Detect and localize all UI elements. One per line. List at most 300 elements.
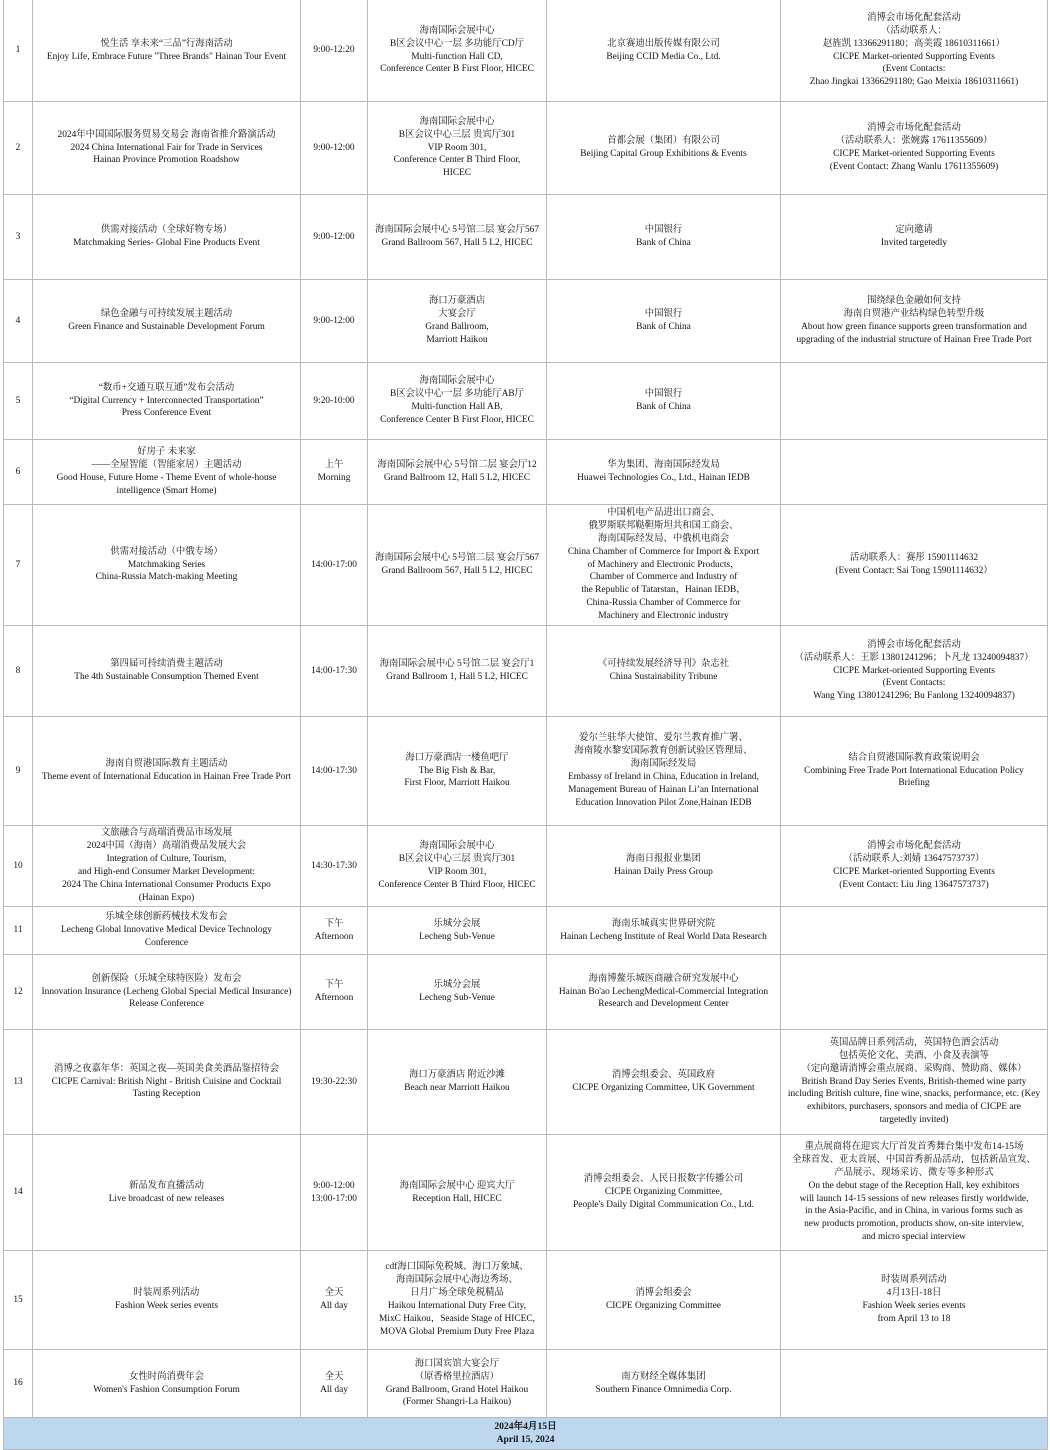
organizer-line: Bank of China [636,238,691,248]
venue-line: VIP Room 301, [427,867,487,877]
organizer-line: 海南国际经发局、中俄机电商会 [597,533,730,544]
event-time-cell [301,102,368,195]
table-row [4,102,1048,195]
organizer-line: of Machinery and Electronic Products， [587,559,740,570]
event-name-line: 文旅融合与高端消费品市场发展 [100,828,233,839]
remarks-line: （活动联系人：王影 13801241296；卜凡龙 13240094837） [794,652,1034,663]
venue-line: 海南国际会展中心 [419,841,495,852]
remarks-line: Fashion Week series events [862,1301,966,1311]
event-name-line: 创新保险（乐城全球特医险）发布会 [91,973,242,984]
organizer-line: China-Russia Chamber of Commerce for [586,598,741,609]
table-row [4,1030,1048,1135]
remarks-line: 消博会市场化配套活动 [867,639,961,650]
event-name-line: CICPE Carnival: British Night - British Cuisine and Cocktail [51,1076,282,1087]
table-row [4,195,1048,280]
event-time-line: 下午 [324,980,344,991]
remarks-line: 时装周系列活动 [881,1275,947,1286]
organizer-line: Embassy of Ireland in China, Education in Ireland, [568,772,759,782]
event-name-line: 乐城全球创新药械技术发布会 [105,912,228,923]
remarks-line: Invited targetedly [880,238,948,248]
remarks-line: 活动联系人：赛彤 15901114632 [849,553,979,564]
organizer-line: Machinery and Electronic industry [598,611,729,622]
remarks-line: 重点展商将在迎宾大厅首发首秀舞台集中发布14-15场 [804,1141,1024,1152]
event-name-line: 悦生活 享未来“三品”行海南活动 [100,38,233,49]
event-name-cell [33,505,301,626]
organizer-line: 中国机电产品进出口商会、 [607,507,720,518]
event-name-line: Good House, Future Home - Theme Event of whole-house [56,473,277,483]
organizer-line: Beijing Capital Group Exhibitions & Events [580,149,747,159]
venue-line: First Floor, Marriott Haikou [404,778,510,789]
remarks-line: （活动联系人： [881,25,947,36]
organizer-line: 俄罗斯联邦鞑靼斯坦共和国工商会、 [588,520,739,531]
event-time-cell [301,505,368,626]
table-row [4,717,1048,826]
table-row [4,280,1048,363]
event-name-cell [33,195,301,280]
event-name-line: “Digital Currency + Interconnected Transportation” [69,395,264,406]
organizer-line: CICPE Organizing Committee [606,1301,721,1311]
venue-line: 海口万豪酒店一楼鱼吧厅 [405,752,509,763]
event-venue-cell [368,280,547,363]
event-remarks-cell [781,0,1048,102]
event-organizer-cell [547,195,781,280]
event-remarks-cell [781,717,1048,826]
venue-line: 海南国际会展中心 5号馆二层 宴会厅567 [374,553,540,564]
event-number: 13 [4,1030,33,1135]
date-footer [4,1418,1048,1450]
event-name-line: The 4th Sustainable Consumption Themed Event [74,672,259,682]
event-time-cell [301,363,368,440]
remarks-line: 海南自贸港产业结构绿色转型升级 [843,309,985,320]
organizer-line: CICPE Organizing Committee, [604,1187,723,1198]
organizer-line: 海南国际经发局 [630,759,697,770]
event-remarks-cell [781,826,1048,907]
event-number: 4 [4,280,33,363]
venue-line: Multi-function Hall AB, [411,402,503,412]
venue-line: Conference Center B First Floor, HICEC [380,414,534,425]
event-time-line: 14:00-17:00 [311,559,357,570]
event-organizer-cell [547,955,781,1030]
event-venue-cell [368,363,547,440]
event-venue-cell [368,1135,547,1251]
remarks-line: 定向邀请 [895,225,933,236]
venue-line: 海南国际会展中心海边秀场、 [396,1275,518,1286]
remarks-line: upgrading of the industrial structure of Hainan Free Trade Port [796,334,1032,345]
venue-line: Grand Ballroom 12, Hall 5 L2, HICEC [383,473,531,483]
table-row [4,1251,1048,1350]
event-time-line: 13:00-17:00 [311,1193,357,1204]
venue-line: (Former Shangri-La Haikou) [402,1397,512,1408]
venue-line: Multi-function Hall CD, [411,51,503,62]
venue-line: 海南国际会展中心 [419,25,495,36]
organizer-line: Beijing CCID Media Co., Ltd. [606,51,721,62]
remarks-line: (Event Contact: Sai Tong 15901114632） [835,566,993,576]
event-name-line: China-Russia Match-making Meeting [95,572,238,583]
remarks-line: CICPE Market-oriented Supporting Events [833,867,995,877]
remarks-line: 结合自贸港国际教育政策说明会 [848,752,980,763]
event-name-line: Live broadcast of new releases [108,1193,225,1204]
event-venue-cell [368,1030,547,1135]
organizer-line: CICPE Organizing Committee, UK Government [572,1083,755,1093]
event-name-cell [33,1350,301,1418]
remarks-line: Combining Free Trade Port International Education Policy [804,765,1024,776]
event-number: 11 [4,907,33,955]
event-venue-cell [368,1251,547,1350]
remarks-line: (Event Contacts: [882,64,946,75]
event-name-line: Matchmaking Series- Global Fine Products Event [73,238,260,248]
event-organizer-cell [547,1030,781,1135]
table-row [4,626,1048,717]
organizer-line: 首都会展（集团）有限公司 [607,136,720,147]
venue-line: 乐城分会展 [433,980,481,991]
table-row [4,1135,1048,1251]
event-name-line: Green Finance and Sustainable Development Forum [68,322,265,332]
event-name-cell [33,717,301,826]
venue-line: Grand Ballroom, Grand Hotel Haikou [385,1384,529,1395]
event-organizer-cell [547,363,781,440]
remarks-line: Zhao Jingkai 13366291180; Gao Meixia 18610311661) [809,77,1019,88]
venue-line: Beach near Marriott Haikou [404,1083,510,1093]
organizer-line: Bank of China [636,322,691,332]
organizer-line: 消博会组委会 [635,1288,692,1299]
organizer-line: 华为集团、海南国际经发局 [607,460,720,471]
event-time-line: Morning [317,473,351,483]
event-venue-cell [368,195,547,280]
organizer-line: 海南博鳌乐城医商融合研究发展中心 [588,973,739,984]
organizer-line: the Republic of Tatarstan，Hainan IEDB， [581,585,746,596]
event-organizer-cell [547,826,781,907]
event-remarks-cell [781,626,1048,717]
event-name-line: 海南自贸港国际教育主题活动 [105,759,228,770]
venue-line: Grand Ballroom 1, Hall 5 L2, HICEC [386,672,528,682]
event-number: 14 [4,1135,33,1251]
event-time-line: 9:00-12:00 [313,315,355,326]
venue-line: B区会议中心一层 多功能厅CD厅 [389,38,525,49]
event-organizer-cell [547,102,781,195]
remarks-line: and micro special interview [862,1232,966,1243]
organizer-line: 海南陵水黎安国际教育创新试验区管理局、 [574,746,753,757]
venue-line: Lecheng Sub-Venue [419,931,495,942]
event-time-line: 全天 [324,1288,344,1299]
remarks-line: 赵旌凯 13366291180；高美霞 18610311661） [822,38,1006,49]
event-number: 1 [4,0,33,102]
event-time-line: 19:30-22:30 [311,1076,357,1087]
event-time-cell [301,1135,368,1251]
event-organizer-cell [547,717,781,826]
event-time-line: 9:00-12:00 [313,1180,355,1191]
venue-line: VIP Room 301, [427,142,487,153]
event-time-line: 14:00-17:30 [311,765,357,776]
event-number: 2 [4,102,33,195]
remarks-line: exhibitors, purchasers, sponsors and media of CICPE are [807,1102,1021,1113]
event-name-line: Theme event of International Education in Hainan Free Trade Port [41,772,292,782]
event-name-line: Hainan Province Promotion Roadshow [93,155,240,166]
event-name-line: intelligence (Smart Home) [116,485,217,496]
remarks-line: in the Asia-Pacific, and in China, in various forms such as [805,1206,1023,1217]
event-remarks-cell [781,505,1048,626]
venue-line: Conference Center B Third Floor, HICEC [378,879,536,890]
remarks-line: new products promotion, products show, on-site interview, [804,1219,1024,1230]
event-name-cell [33,440,301,505]
organizer-line: China Chamber of Commerce for Import & Export [567,546,760,557]
event-time-cell [301,1251,368,1350]
event-remarks-cell [781,1251,1048,1350]
event-organizer-cell [547,1135,781,1251]
remarks-line: (Event Contacts: [882,678,946,689]
event-name-cell [33,1030,301,1135]
organizer-line: Management Bureau of Hainan Li’an International [568,784,759,795]
event-remarks-cell [781,363,1048,440]
event-time-cell [301,280,368,363]
organizer-line: 北京赛迪出版传媒有限公司 [607,38,720,49]
event-number: 12 [4,955,33,1030]
event-time-cell [301,440,368,505]
remarks-line: On the debut stage of the Reception Hall, key exhibitors [808,1180,1020,1191]
remarks-line: 消博会市场化配套活动 [867,841,961,852]
event-name-line: 消博之夜嘉年华：英国之夜—英国美食美酒品鉴招待会 [53,1063,279,1074]
event-name-line: Lecheng Global Innovative Medical Device Technology [61,925,272,936]
venue-line: 海口万豪酒店 [428,296,486,307]
event-organizer-cell [547,907,781,955]
event-organizer-cell [547,440,781,505]
organizer-line: 《可持续发展经济导刊》杂志社 [597,659,730,670]
event-venue-cell [368,907,547,955]
venue-line: 海口万豪酒店 附近沙滩 [408,1070,506,1081]
event-name-cell [33,626,301,717]
remarks-line: (Event Contact: Liu Jing 13647573737) [839,879,989,890]
event-name-line: 时装周系列活动 [133,1288,200,1299]
remarks-line: 英国品牌日系列活动，英国特色酒会活动 [829,1037,999,1048]
organizer-line: 中国银行 [644,389,683,400]
venue-line: （原香格里拉酒店） [414,1371,500,1382]
venue-line: 乐城分会展 [433,918,481,929]
event-time-cell [301,907,368,955]
venue-line: B区会议中心三层 贵宾厅301 [398,854,516,865]
venue-line: B区会议中心三层 贵宾厅301 [398,129,516,140]
organizer-line: 海南乐城真实世界研究院 [611,918,716,929]
event-name-line: Fashion Week series events [115,1301,218,1311]
event-time-line: 14:00-17:30 [311,665,357,676]
event-time-line: All day [320,1384,348,1395]
schedule-body [4,0,1048,1450]
event-time-line: 9:00-12:20 [313,45,355,56]
event-name-line: 2024中国（海南）高端消费品发展大会 [86,841,247,852]
organizer-line: People's Daily Digital Communication Co., Ltd. [573,1199,754,1210]
remarks-line: 消博会市场化配套活动 [867,123,961,134]
venue-line: HICEC [442,168,472,179]
table-row [4,0,1048,102]
venue-line: 海口国宾馆大宴会厅 [414,1358,500,1369]
venue-line: Marriott Haikou [426,334,488,345]
event-name-cell [33,280,301,363]
venue-line: Grand Ballroom, [425,322,489,332]
organizer-line: 消博会组委会、人民日报数字传播公司 [583,1174,744,1185]
event-venue-cell [368,717,547,826]
venue-line: 日月广场全球免税精品 [410,1288,504,1299]
event-remarks-cell [781,907,1048,955]
event-time-cell [301,0,368,102]
organizer-line: 中国银行 [644,309,683,320]
table-row [4,363,1048,440]
event-time-line: 全天 [324,1371,344,1382]
event-time-line: 9:20-10:00 [313,395,355,406]
remarks-line: CICPE Market-oriented Supporting Events [833,149,995,159]
event-remarks-cell [781,195,1048,280]
table-row [4,907,1048,955]
event-name-line: Enjoy Life, Embrace Future "Three Brands" Hainan Tour Event [46,51,287,62]
event-name-line: (Hainan Expo) [138,892,195,903]
remarks-line: （定向邀请消博会重点展商、采购商、赞助商、媒体） [801,1063,1027,1074]
organizer-line: China Sustainability Tribune [609,672,718,682]
event-venue-cell [368,440,547,505]
venue-line: 大宴会厅 [438,309,476,320]
remarks-line: Briefing [898,778,930,789]
remarks-line: 4月13日-18日 [886,1288,942,1299]
event-name-line: Women's Fashion Consumption Forum [93,1384,240,1395]
event-number: 7 [4,505,33,626]
venue-line: Lecheng Sub-Venue [419,993,495,1003]
event-organizer-cell [547,1350,781,1418]
event-remarks-cell [781,1135,1048,1251]
event-remarks-cell [781,440,1048,505]
remarks-line: About how green finance supports green transformation and [801,322,1027,332]
event-time-line: 9:00-12:00 [313,231,355,242]
event-name-line: 供需对接活动（中俄专场） [110,546,223,557]
event-time-cell [301,955,368,1030]
event-name-line: 2024 China International Fair for Trade in Services [70,142,263,153]
event-name-line: 2024 The China International Consumer Products Expo [62,879,271,890]
remarks-line: 围绕绿色金融如何支持 [867,296,961,307]
event-number: 5 [4,363,33,440]
event-name-cell [33,907,301,955]
organizer-line: 中国银行 [644,225,683,236]
event-number: 10 [4,826,33,907]
date-footer-row [4,1418,1048,1450]
event-time-cell [301,1030,368,1135]
event-remarks-cell [781,1350,1048,1418]
event-time-cell [301,1350,368,1418]
organizer-line: 消博会组委会、英国政府 [611,1070,716,1081]
event-name-cell [33,826,301,907]
venue-line: 海南国际会展中心 迎宾大厅 [399,1180,515,1191]
table-row [4,955,1048,1030]
remarks-line: （活动联系人：张婉露 17611355609） [835,136,993,147]
event-name-line: Conference [144,937,189,948]
event-time-line: Afternoon [314,993,354,1003]
event-time-line: 14:30-17:30 [311,860,357,871]
venue-line: cdf海口国际免税城、海口万象城、 [385,1262,529,1273]
date-chinese: 2024年4月15日 [494,1421,557,1432]
event-name-cell [33,1251,301,1350]
event-venue-cell [368,826,547,907]
event-name-line: 女性时尚消费年会 [128,1371,204,1382]
organizer-line: Research and Development Center [598,999,729,1010]
table-row [4,826,1048,907]
event-name-line: 绿色金融与可持续发展主题活动 [100,309,233,320]
venue-line: 海南国际会展中心 5号馆二层 宴会厅12 [377,460,537,471]
venue-line: 海南国际会展中心 5号馆二层 宴会厅1 [379,659,535,670]
organizer-line: Hainan Lecheng Institute of Real World Data Research [560,931,767,942]
venue-line: Grand Ballroom 567, Hall 5 L2, HICEC [381,566,533,576]
event-venue-cell [368,102,547,195]
table-row [4,1350,1048,1418]
remarks-line: British Brand Day Series Events, British-themed wine party [801,1076,1027,1087]
event-name-line: and High-end Consumer Market Development: [77,867,256,877]
organizer-line: Hainan Daily Press Group [614,867,713,877]
venue-line: MOVA Global Premium Duty Free Plaza [379,1326,535,1337]
event-venue-cell [368,955,547,1030]
organizer-line: Hainan Bo'ao LechengMedical-Commercial Integration [558,986,769,997]
event-time-line: All day [320,1301,348,1311]
event-schedule-table [3,0,1048,1450]
event-name-line: 2024年中国国际服务贸易交易会 海南省推介路演活动 [57,129,276,140]
event-venue-cell [368,626,547,717]
organizer-line: 爱尔兰驻华大使馆、爱尔兰教育推广署、 [579,733,748,744]
event-time-cell [301,195,368,280]
organizer-line: 海南日报报业集团 [625,854,701,865]
organizer-line: Chamber of Commerce and Industry of [589,572,738,583]
event-venue-cell [368,1350,547,1418]
organizer-line: Education Innovation Pilot Zone,Hainan IEDB [575,797,752,808]
event-number: 15 [4,1251,33,1350]
remarks-line: from April 13 to 18 [877,1313,951,1324]
venue-line: MixC Haikou，Seaside Stage of HICEC, [379,1313,535,1324]
event-name-line: Integration of Culture, Tourism, [106,854,227,865]
remarks-line: targetedly invited) [879,1115,949,1126]
remarks-line: Wang Ying 13801241296; Bu Fanlong 13240094837) [813,691,1015,702]
event-remarks-cell [781,955,1048,1030]
venue-line: The Big Fish & Bar, [418,765,496,776]
event-venue-cell [368,0,547,102]
event-name-line: 供需对接活动（全球好物专场） [100,225,233,236]
event-name-line: “数币+交通互联互通”发布会活动 [98,382,235,393]
event-time-cell [301,626,368,717]
event-remarks-cell [781,1030,1048,1135]
event-name-line: Matchmaking Series [127,559,206,570]
remarks-line: 包括英伦文化、美酒、小食及表演等 [838,1050,989,1061]
organizer-line: Huawei Technologies Co., Ltd., Hainan IEDB [577,473,750,483]
event-remarks-cell [781,102,1048,195]
event-name-cell [33,0,301,102]
event-time-line: Afternoon [314,931,354,942]
event-name-line: 第四届可持续消费主题活动 [110,659,223,670]
event-name-cell [33,363,301,440]
event-organizer-cell [547,505,781,626]
remarks-line: 消博会市场化配套活动 [867,12,961,23]
venue-line: Conference Center B Third Floor, [393,155,521,166]
event-number: 8 [4,626,33,717]
event-name-line: Release Conference [129,999,204,1010]
table-row [4,440,1048,505]
remarks-line: will launch 14-15 sessions of new releases firstly worldwide, [799,1193,1029,1204]
event-organizer-cell [547,626,781,717]
date-english: April 15, 2024 [496,1433,555,1445]
event-name-cell [33,102,301,195]
venue-line: 海南国际会展中心 5号馆二层 宴会厅567 [374,225,540,236]
remarks-line: （活动联系人:刘婧 13647573737） [843,854,985,865]
event-venue-cell [368,505,547,626]
venue-line: Grand Ballroom 567, Hall 5 L2, HICEC [381,238,533,248]
venue-line: 海南国际会展中心 [419,376,495,387]
event-remarks-cell [781,280,1048,363]
remarks-line: CICPE Market-oriented Supporting Events [833,51,995,62]
organizer-line: Southern Finance Omnimedia Corp. [595,1384,732,1395]
event-time-line: 9:00-12:00 [313,142,355,153]
remarks-line: CICPE Market-oriented Supporting Events [833,665,995,676]
event-time-line: 下午 [324,918,344,929]
event-number: 6 [4,440,33,505]
event-name-line: Tasting Reception [132,1089,201,1100]
